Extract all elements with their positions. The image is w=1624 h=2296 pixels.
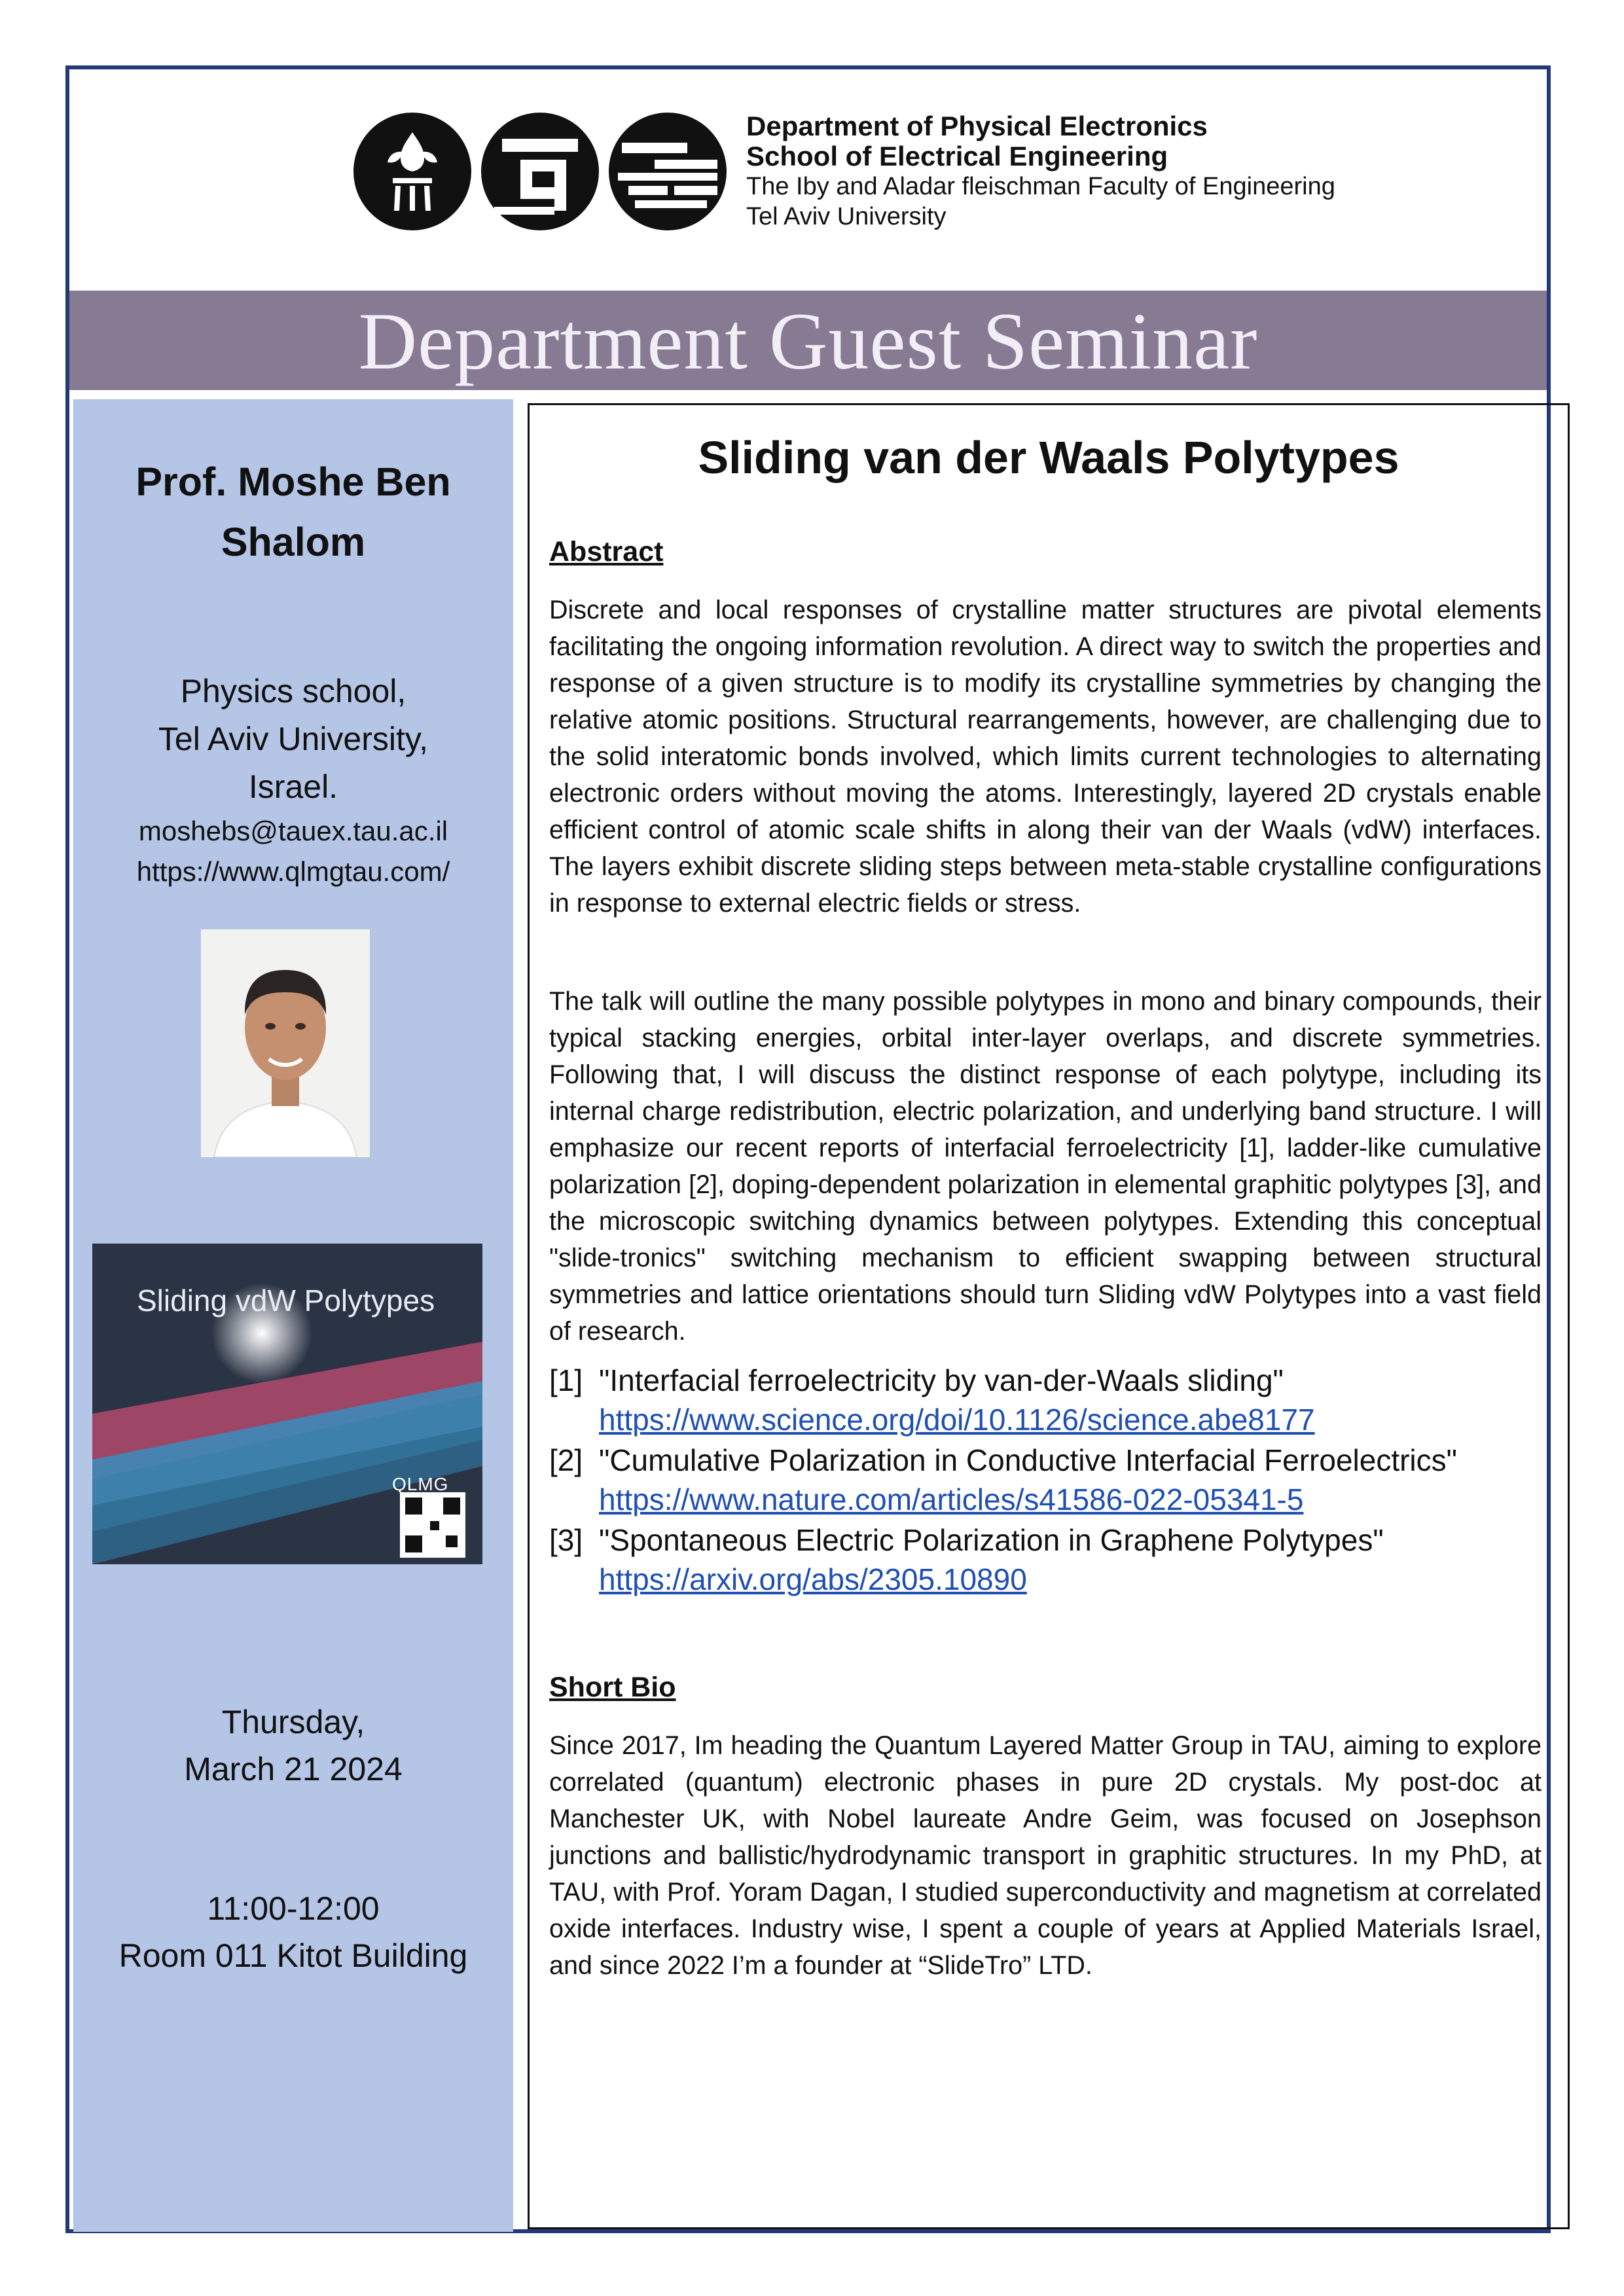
faculty-name: The Iby and Aladar fleischman Faculty of Engineering bbox=[746, 173, 1335, 200]
talk-title: Sliding van der Waals Polytypes bbox=[698, 432, 1399, 483]
school-name: School of Electrical Engineering bbox=[746, 141, 1168, 171]
reference-link[interactable]: https://www.nature.com/articles/s41586-022-05341-5 bbox=[599, 1482, 1304, 1516]
talk-details bbox=[528, 403, 1570, 2229]
department-name: Department of Physical Electronics bbox=[746, 111, 1208, 141]
reference-item bbox=[549, 1520, 1551, 1600]
qlmg-logo: QLMG bbox=[392, 1474, 449, 1494]
reference-item bbox=[549, 1441, 1551, 1520]
reference-link[interactable]: https://arxiv.org/abs/2305.10890 bbox=[599, 1562, 1027, 1596]
reference-number: [2] bbox=[549, 1443, 583, 1477]
speaker-email[interactable]: moshebs@tauex.tau.ac.il bbox=[138, 816, 448, 846]
reference-link[interactable]: https://www.science.org/doi/10.1126/science.abe8177 bbox=[599, 1403, 1315, 1437]
seminar-room: Room 011 Kitot Building bbox=[118, 1937, 468, 1974]
department-logo bbox=[609, 113, 727, 230]
reference-number: [1] bbox=[549, 1363, 583, 1397]
bio-paragraph: Since 2017, Im heading the Quantum Layered Matter Group in TAU, aiming to explore correlated (quantum) electronic phases in pure 2D crystals. My post-doc at Manchester UK, with Nobel laureate Andre Geim, was focused on Josephson junctions and ballistic/hydrodynamic transport in graphitic structures. In my PhD, at TAU, with Prof. Yoram Dagan, I studied superconductivity and magnetism at correlated oxide interfaces. Industry wise, I spent a couple of years at Applied Materials Israel, and since 2022 I’m a founder at “SlideTro” LTD. bbox=[549, 1731, 1542, 1980]
seminar-time: 11:00-12:00 bbox=[207, 1890, 380, 1927]
seminar-date: March 21 2024 bbox=[184, 1751, 403, 1787]
speaker-photo bbox=[201, 929, 370, 1157]
reference-number: [3] bbox=[549, 1523, 583, 1557]
reference-title: "Spontaneous Electric Polarization in Graphene Polytypes" bbox=[599, 1523, 1384, 1557]
department-header bbox=[746, 111, 1401, 232]
banner-title: Department Guest Seminar bbox=[358, 296, 1258, 386]
references-list bbox=[549, 1361, 1551, 1600]
reference-title: "Interfacial ferroelectricity by van-der-Waals sliding" bbox=[599, 1363, 1284, 1397]
abstract-paragraph-1: Discrete and local responses of crystalline matter structures are pivotal elements facilitating the ongoing information revolution. A direct way to switch the properties and response of a given structure is to modify its crystalline symmetries by changing the relative atomic positions. Structural rearrangements, however, are challenging due to the solid interatomic bonds involved, which limits current technologies to alternating electronic orders without moving the atoms. Interestingly, layered 2D crystals enable efficient control of atomic scale shifts in along their van der Waals (vdW) interfaces. The layers exhibit discrete sliding steps between meta-stable crystalline configurations in response to external electric fields or stress. bbox=[549, 596, 1542, 918]
speaker-affiliation-line2: Tel Aviv University, bbox=[158, 721, 429, 757]
bio-heading: Short Bio bbox=[549, 1672, 676, 1703]
seminar-day: Thursday, bbox=[221, 1704, 365, 1740]
university-name: Tel Aviv University bbox=[746, 203, 947, 230]
speaker-sidebar bbox=[73, 399, 513, 2232]
seminar-banner bbox=[69, 291, 1547, 390]
cover-image bbox=[92, 1244, 482, 1564]
abstract-heading: Abstract bbox=[549, 536, 664, 567]
speaker-affiliation-line3: Israel. bbox=[248, 768, 338, 805]
tau-logo bbox=[353, 113, 471, 230]
speaker-website[interactable]: https://www.qlmgtau.com/ bbox=[136, 856, 450, 887]
cover-title: Sliding vdW Polytypes bbox=[137, 1283, 435, 1318]
reference-item bbox=[549, 1361, 1551, 1441]
abstract-paragraph-2: The talk will outline the many possible polytypes in mono and binary compounds, their typical stacking energies, orbital inter-layer overlaps, and discrete symmetries. Following that, I will discuss the distinct response of each polytype, including its internal charge redistribution, electric polarization, and underlying band structure. I will emphasize our recent reports of interfacial ferroelectricity [1], ladder-like cumulative polarization [2], doping-dependent polarization in elemental graphitic polytypes [3], and the microscopic switching dynamics between polytypes. Extending this conceptual "slide-tronics" switching mechanism to efficient swapping between structural symmetries and lattice orientations should turn Sliding vdW Polytypes into a vast field of research. bbox=[549, 987, 1542, 1346]
school-logo bbox=[481, 113, 599, 230]
reference-title: "Cumulative Polarization in Conductive Interfacial Ferroelectrics" bbox=[599, 1443, 1457, 1477]
speaker-name: Prof. Moshe Ben Shalom bbox=[135, 459, 451, 564]
speaker-affiliation-line1: Physics school, bbox=[180, 673, 406, 709]
